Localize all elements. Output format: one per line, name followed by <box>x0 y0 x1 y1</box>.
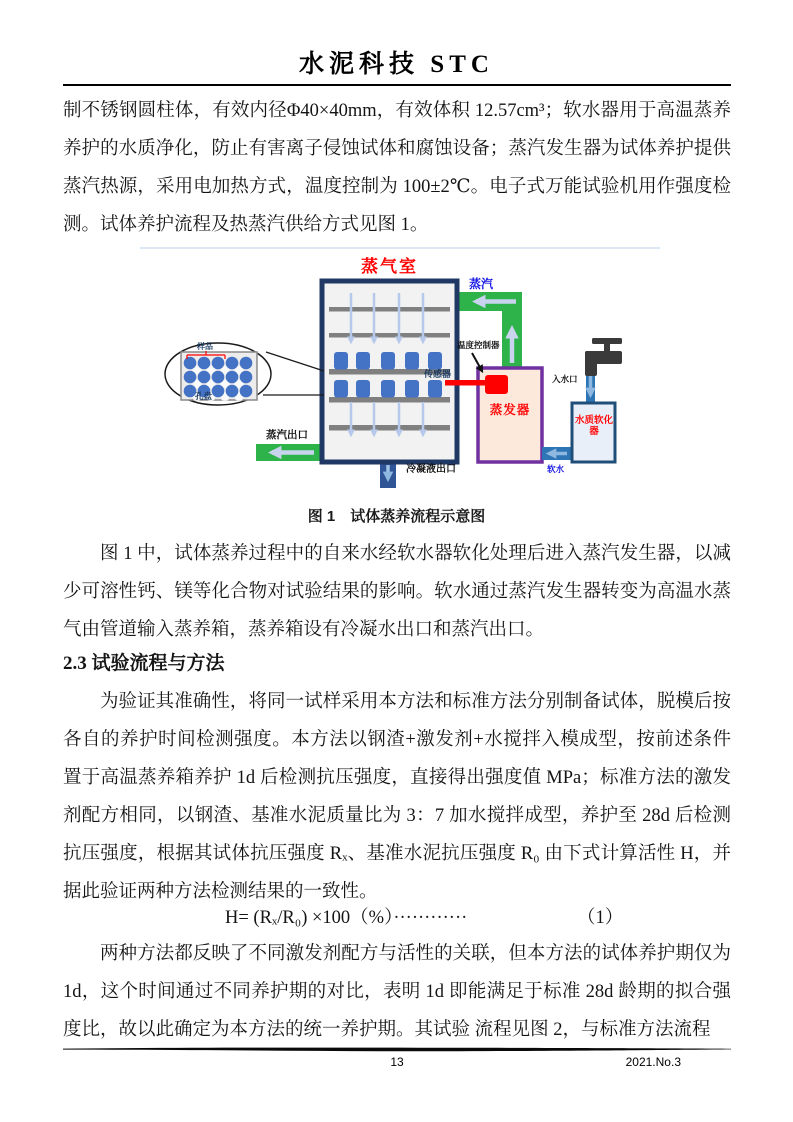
figure-caption: 图 1 试体蒸养流程示意图 <box>307 508 486 525</box>
water-inlet-label: 入水口 <box>552 374 578 384</box>
heater-box <box>485 375 508 394</box>
paragraph-4: 两种方法都反映了不同激发剂配方与活性的关联，但本方法的试体养护期仅为 1d，这个时间通过不同养护期的对比，表明 1d 即能满足于标准 28d 龄期的拟合强度比，故以此确定为本方法的统一养护期。其试验 流程见图 2，与标准方法流程 <box>63 944 731 1040</box>
softener-label: 水质软化器 <box>574 415 613 438</box>
figure-1 <box>140 245 660 503</box>
page-number: 13 <box>390 1055 404 1069</box>
sample-label: 样品 <box>197 342 213 351</box>
section-heading: 2.3 试验流程与方法 <box>63 653 225 674</box>
sensor-label: 传感器 <box>424 369 452 379</box>
steam-label: 蒸汽 <box>469 277 494 291</box>
paragraph-1: 制不锈钢圆柱体，有效内径Φ40×40mm，有效体积 12.57cm³；软水器用于高温蒸养养护的水质净化，防止有害离子侵蚀试体和腐蚀设备；蒸汽发生器为试体养护提供蒸汽热源，采用电加热方式，温度控制为 100±2℃。电子式万能试验机用作强度检测。试体养护流程及热蒸汽供给方式见图 1。 <box>63 101 731 235</box>
footer-rule <box>63 1046 731 1053</box>
formula-line <box>0 899 793 937</box>
curing-flow-diagram <box>140 245 660 503</box>
faucet-icon <box>585 338 622 376</box>
chamber-label: 蒸气室 <box>361 257 418 276</box>
formula-number: （1） <box>577 908 624 928</box>
temp-controller-label: 温度控制器 <box>457 340 500 350</box>
steam-outlet-label: 蒸汽出口 <box>266 429 308 441</box>
magnifier-lines <box>263 352 324 395</box>
sample-dots <box>184 357 253 398</box>
hole-plate-label: 孔盘 <box>195 391 213 401</box>
paragraph-3: 为验证其准确性，将同一试样采用本方法和标准方法分别制备试体，脱模后按各自的养护时间检测强度。本方法以钢渣+激发剂+水搅拌入模成型，按前述条件置于高温蒸养箱养护 1d 后检测抗压强度，直接得出强度值 MPa；标准方法的激发剂配方相同，以钢渣、基准水泥质量比为 3：7 加水搅拌成型，养护至 28d 后检测抗压强度，根据其试体抗压强度 Rₓ、基准水泥抗压强度 R₀ 由下式计算活性 H，并据此验证两种方法检测结果的一致性。 <box>63 692 731 902</box>
formula-expression: H= (Rₓ/R₀) ×100（%）············ <box>225 908 468 928</box>
header-rule <box>63 84 731 86</box>
sensor-line <box>445 380 487 386</box>
issue-label: 2021.No.3 <box>625 1055 681 1069</box>
journal-header-title: 水泥科技 STC <box>299 51 494 78</box>
condensate-outlet-label: 冷凝液出口 <box>406 464 456 475</box>
evaporator-label: 蒸发器 <box>489 403 531 417</box>
paragraph-2: 图 1 中，试体蒸养过程中的自来水经软水器软化处理后进入蒸汽发生器，以减少可溶性钙、镁等化合物对试验结果的影响。软水通过蒸汽发生器转变为高温水蒸气由管道输入蒸养箱，蒸养箱设有冷凝水出口和蒸汽出口。 <box>63 544 731 640</box>
soft-water-label: 软水 <box>547 464 565 474</box>
